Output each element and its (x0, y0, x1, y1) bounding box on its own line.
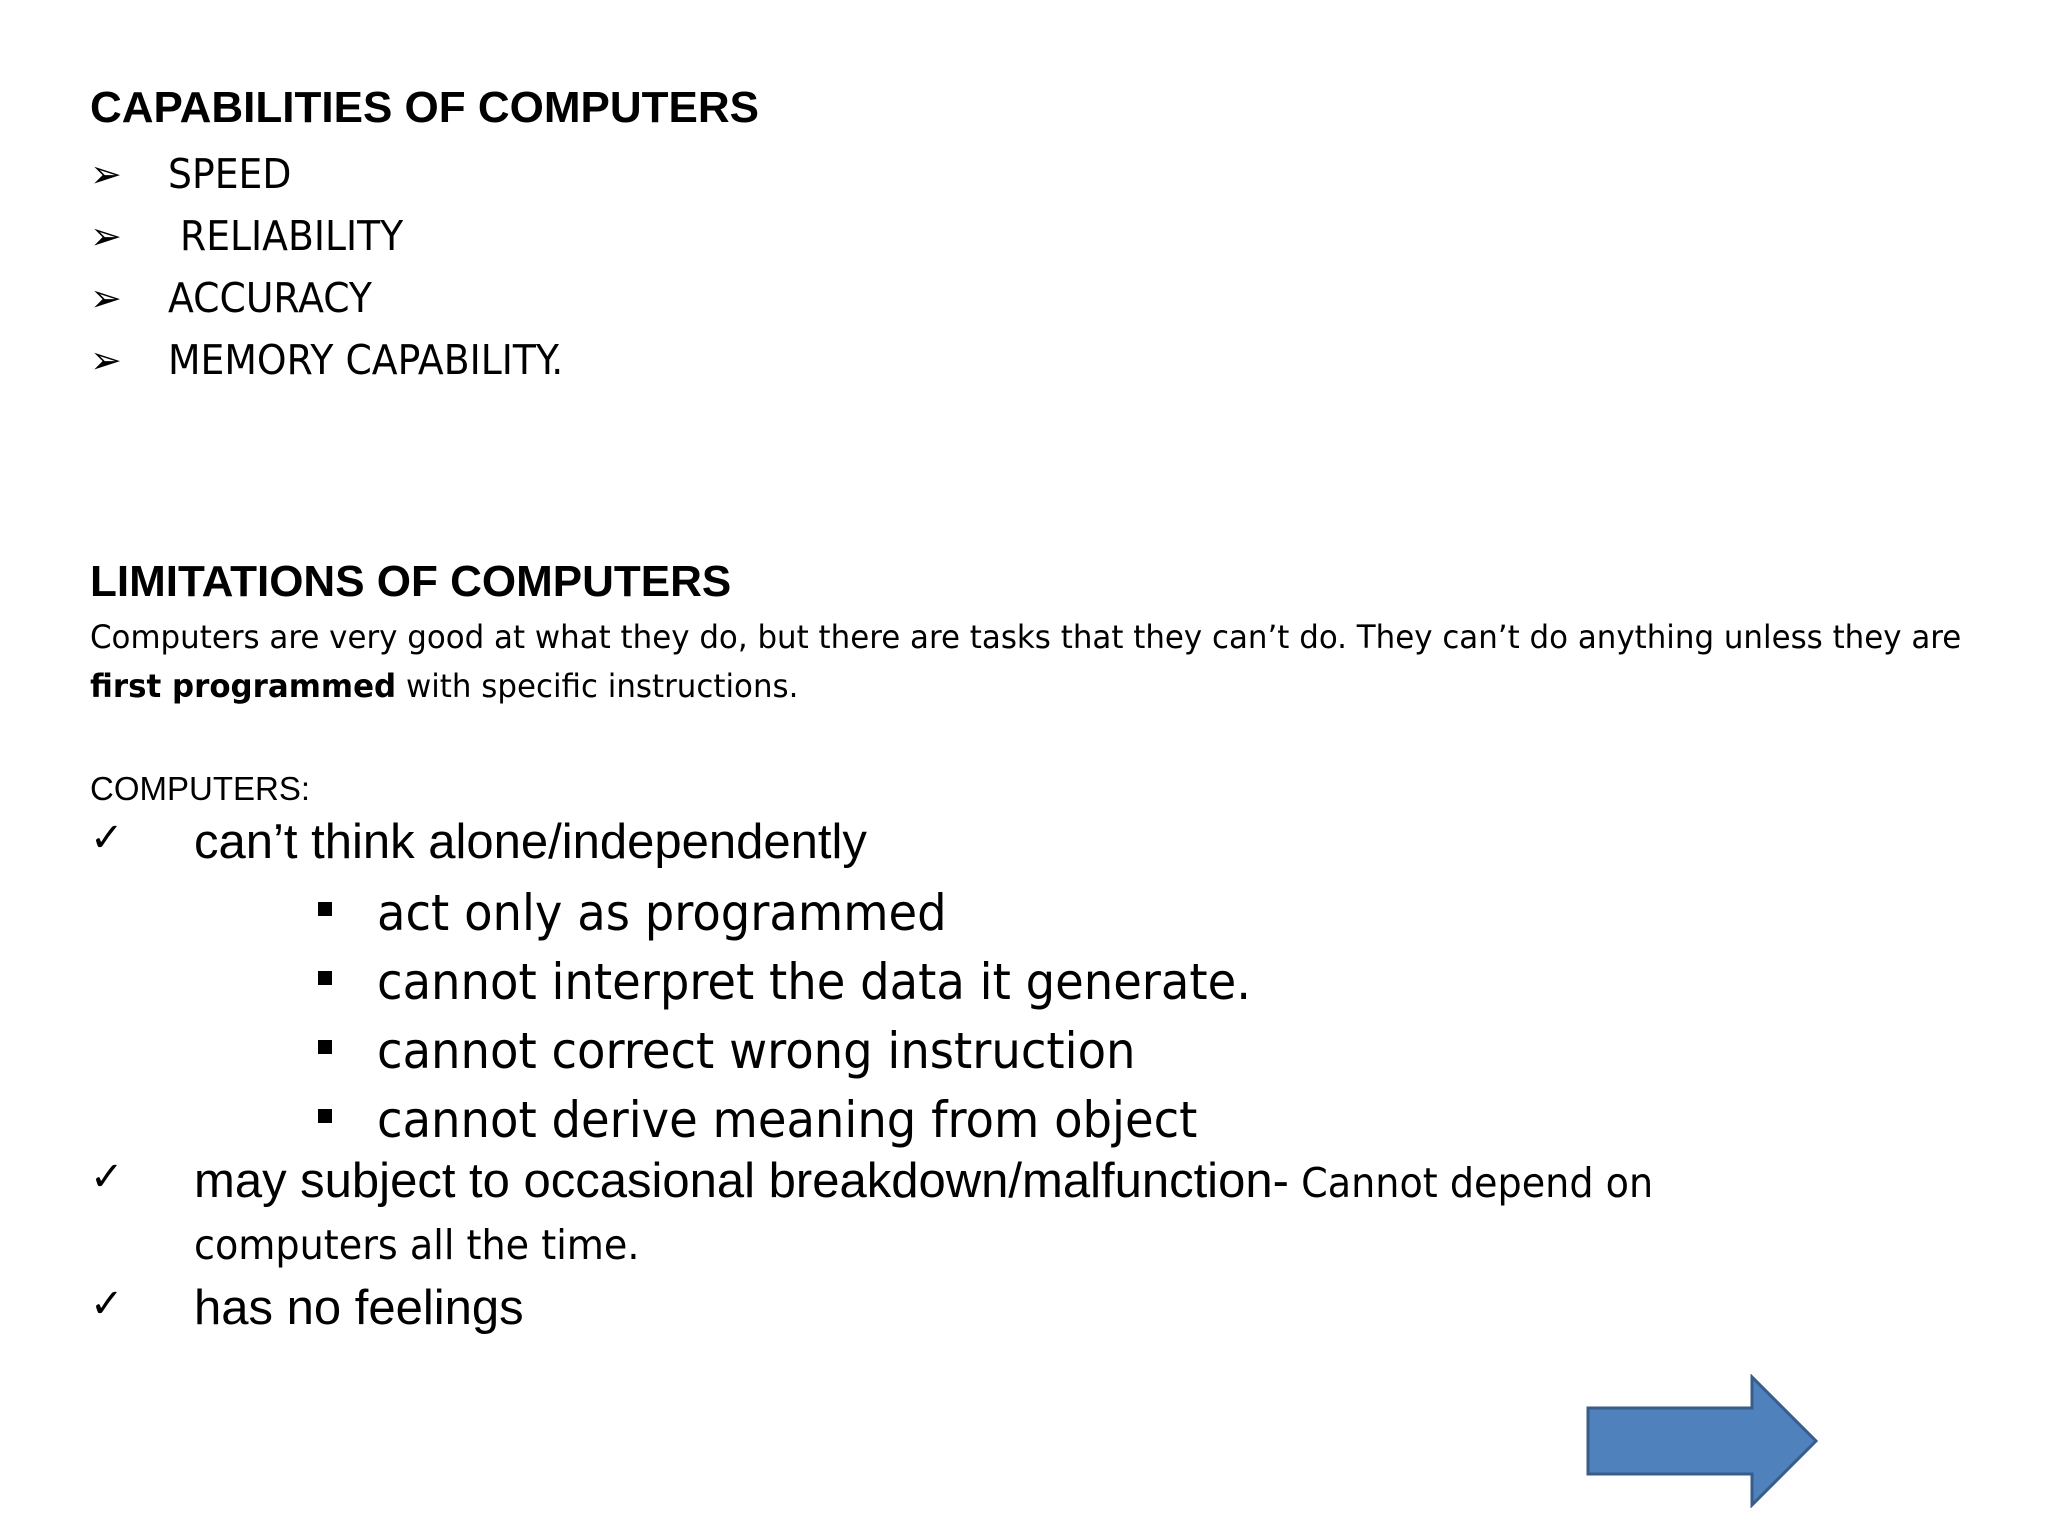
checkmark-icon: ✓ (90, 1154, 124, 1200)
arrowhead-bullet-icon: ➢ (90, 276, 122, 320)
think-subpoints-list (318, 878, 1317, 1154)
checkmark-icon: ✓ (90, 815, 124, 861)
breakdown-main-text: may subject to occasional breakdown/malfunction- (194, 1154, 1289, 1208)
list-item (90, 267, 598, 329)
capabilities-heading: CAPABILITIES OF COMPUTERS (90, 83, 759, 132)
list-item (318, 878, 1317, 947)
intro-emphasis: first programmed (90, 667, 397, 705)
capability-label: RELIABILITY (168, 212, 404, 260)
limitations-intro (90, 613, 2000, 711)
limitation-text: has no feelings (194, 1281, 524, 1335)
capabilities-list (90, 143, 598, 391)
subpoint-text: cannot derive meaning from object (377, 1090, 1198, 1149)
breakdown-continuation (194, 1221, 673, 1269)
list-item (318, 1085, 1317, 1154)
breakdown-sub-text: Cannot depend on (1288, 1159, 1654, 1207)
list-item (318, 947, 1317, 1016)
checkmark-icon: ✓ (90, 1281, 124, 1327)
list-item (90, 329, 598, 391)
capability-label: MEMORY CAPABILITY. (168, 336, 564, 384)
limitation-think (90, 815, 867, 869)
list-item (90, 205, 598, 267)
intro-text: Computers are very good at what they do, but there are tasks that they can’t do. They can’t do anything unless they are (90, 618, 1962, 656)
square-bullet-icon (318, 1040, 332, 1054)
intro-text-end: with specific instructions. (396, 667, 799, 705)
limitations-intro-text (90, 613, 2001, 711)
next-slide-arrow[interactable] (1588, 1377, 1816, 1505)
arrowhead-bullet-icon: ➢ (90, 214, 122, 258)
limitation-breakdown (90, 1154, 1680, 1208)
subpoint-text: cannot correct wrong instruction (377, 1021, 1136, 1080)
subpoint-text: act only as programmed (377, 883, 947, 942)
capability-label: ACCURACY (168, 274, 372, 322)
right-arrow-icon[interactable] (1584, 1374, 1820, 1508)
square-bullet-icon (318, 1109, 332, 1123)
limitations-heading: LIMITATIONS OF COMPUTERS (90, 557, 732, 606)
limitation-text (194, 1154, 1680, 1208)
list-item (90, 143, 598, 205)
square-bullet-icon (318, 902, 332, 916)
arrowhead-bullet-icon: ➢ (90, 152, 122, 196)
breakdown-continuation-text: computers all the time. (194, 1221, 640, 1269)
square-bullet-icon (318, 971, 332, 985)
computers-label: COMPUTERS: (90, 770, 311, 807)
limitation-feelings (90, 1281, 524, 1335)
list-item (318, 1016, 1317, 1085)
subpoint-text: cannot interpret the data it generate. (377, 952, 1252, 1011)
arrowhead-bullet-icon: ➢ (90, 338, 122, 382)
limitation-text: can’t think alone/independently (194, 815, 867, 869)
capability-label: SPEED (168, 150, 292, 198)
